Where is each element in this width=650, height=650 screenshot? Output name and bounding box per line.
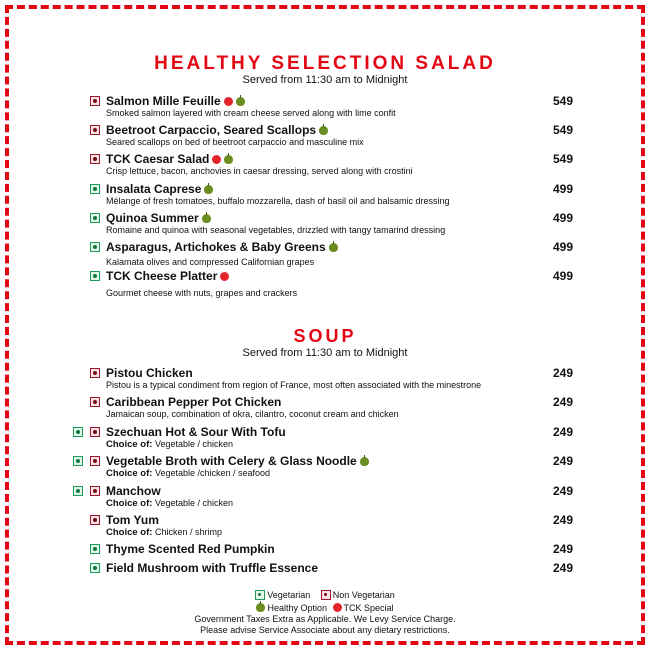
tck-special-icon <box>220 272 229 281</box>
legend-row-badges <box>0 603 650 614</box>
non-vegetarian-mark-icon <box>90 456 100 466</box>
menu-item-name: Quinoa Summer <box>106 211 211 225</box>
menu-item-price: 499 <box>553 240 574 254</box>
vegetarian-mark-icon <box>90 184 100 194</box>
vegetarian-mark-icon <box>90 213 100 223</box>
menu-item-price: 249 <box>553 366 574 380</box>
menu-item-description: Choice of: Vegetable /chicken / seafood <box>106 468 271 479</box>
vegetarian-mark-icon <box>90 544 100 554</box>
vegetarian-mark-icon <box>73 427 83 437</box>
non-vegetarian-mark-icon <box>321 590 331 600</box>
tck-special-icon <box>333 603 342 612</box>
menu-item-description: Choice of: Vegetable / chicken <box>106 498 234 509</box>
menu-item-description: Romaine and quinoa with seasonal vegetables, drizzled with tangy tamarind dressing <box>106 225 446 235</box>
non-vegetarian-mark-icon <box>90 397 100 407</box>
healthy-option-icon <box>319 126 328 135</box>
menu-item-description: Smoked salmon layered with cream cheese served along with lime confit <box>106 108 396 118</box>
non-vegetarian-mark-icon <box>90 515 100 525</box>
tax-note: Government Taxes Extra as Applicable. We Levy Service Charge. <box>194 614 456 624</box>
healthy-option-icon <box>329 243 338 252</box>
menu-item-name: Thyme Scented Red Pumpkin <box>106 542 275 556</box>
tck-special-icon <box>212 155 221 164</box>
menu-item-description: Seared scallops on bed of beetroot carpaccio and masculine mix <box>106 137 364 147</box>
legend-row-diet <box>0 590 650 601</box>
legend-tck-label: TCK Special <box>343 603 394 613</box>
healthy-option-icon <box>202 214 211 223</box>
non-vegetarian-mark-icon <box>90 368 100 378</box>
menu-item-description: Kalamata olives and compressed Californian grapes <box>106 257 315 267</box>
legend-healthy-label: Healthy Option <box>267 603 327 613</box>
healthy-option-icon <box>360 457 369 466</box>
menu-item-price: 249 <box>553 561 574 575</box>
menu-item-name: Insalata Caprese <box>106 182 213 196</box>
menu-item-price: 249 <box>553 395 574 409</box>
vegetarian-mark-icon <box>73 456 83 466</box>
menu-item-description: Jamaican soup, combination of okra, cilantro, coconut cream and chicken <box>106 409 399 419</box>
non-vegetarian-mark-icon <box>90 125 100 135</box>
menu-item-price: 499 <box>553 182 574 196</box>
vegetarian-mark-icon <box>90 271 100 281</box>
legend-non-vegetarian-label: Non Vegetarian <box>332 590 395 600</box>
menu-item-name: TCK Caesar Salad <box>106 152 233 166</box>
menu-item-description: Crisp lettuce, bacon, anchovies in caesar dressing, served along with crostini <box>106 166 413 176</box>
menu-item-name: Pistou Chicken <box>106 366 193 380</box>
menu-item-name: Field Mushroom with Truffle Essence <box>106 561 319 575</box>
menu-item-price: 549 <box>553 152 574 166</box>
vegetarian-mark-icon <box>90 242 100 252</box>
dashed-menu-border <box>5 5 645 645</box>
menu-item-name: Tom Yum <box>106 513 159 527</box>
soup-subtitle: Served from 11:30 am to Midnight <box>242 347 408 359</box>
vegetarian-mark-icon <box>73 486 83 496</box>
non-vegetarian-mark-icon <box>90 427 100 437</box>
salad-section-title: HEALTHY SELECTION SALAD <box>154 53 496 74</box>
menu-item-name: Szechuan Hot & Sour With Tofu <box>106 425 286 439</box>
menu-item-description: Gourmet cheese with nuts, grapes and crackers <box>106 288 298 298</box>
healthy-option-icon <box>236 97 245 106</box>
menu-item-name: Beetroot Carpaccio, Seared Scallops <box>106 123 328 137</box>
non-vegetarian-mark-icon <box>90 486 100 496</box>
healthy-option-icon <box>256 603 265 612</box>
menu-item-name: Salmon Mille Feuille <box>106 94 245 108</box>
healthy-option-icon <box>204 185 213 194</box>
non-vegetarian-mark-icon <box>90 154 100 164</box>
salad-subtitle: Served from 11:30 am to Midnight <box>242 74 408 86</box>
menu-item-price: 249 <box>553 542 574 556</box>
menu-item-description: Pistou is a typical condiment from region of France, most often associated with the minestrone <box>106 380 482 390</box>
menu-item-price: 249 <box>553 484 574 498</box>
dietary-note: Please advise Service Associate about any dietary restrictions. <box>200 625 450 635</box>
menu-item-name: Caribbean Pepper Pot Chicken <box>106 395 282 409</box>
menu-item-price: 249 <box>553 454 574 468</box>
menu-item-description: Mélange of fresh tomatoes, buffalo mozzarella, dash of basil oil and balsamic dressing <box>106 196 450 206</box>
menu-item-price: 249 <box>553 425 574 439</box>
menu-item-description: Choice of: Vegetable / chicken <box>106 439 234 450</box>
non-vegetarian-mark-icon <box>90 96 100 106</box>
menu-item-name: Manchow <box>106 484 161 498</box>
legend-vegetarian-label: Vegetarian <box>267 590 311 600</box>
vegetarian-mark-icon <box>255 590 265 600</box>
menu-item-description: Choice of: Chicken / shrimp <box>106 527 222 538</box>
soup-section-title: SOUP <box>293 326 357 346</box>
menu-item-price: 499 <box>553 211 574 225</box>
menu-item-name: Asparagus, Artichokes & Baby Greens <box>106 240 338 254</box>
menu-item-price: 499 <box>553 269 574 283</box>
healthy-option-icon <box>224 155 233 164</box>
menu-item-name: TCK Cheese Platter <box>106 269 229 283</box>
tck-special-icon <box>224 97 233 106</box>
vegetarian-mark-icon <box>90 563 100 573</box>
menu-item-price: 549 <box>553 94 574 108</box>
menu-item-price: 249 <box>553 513 574 527</box>
menu-item-name: Vegetable Broth with Celery & Glass Noodle <box>106 454 369 468</box>
menu-item-price: 549 <box>553 123 574 137</box>
